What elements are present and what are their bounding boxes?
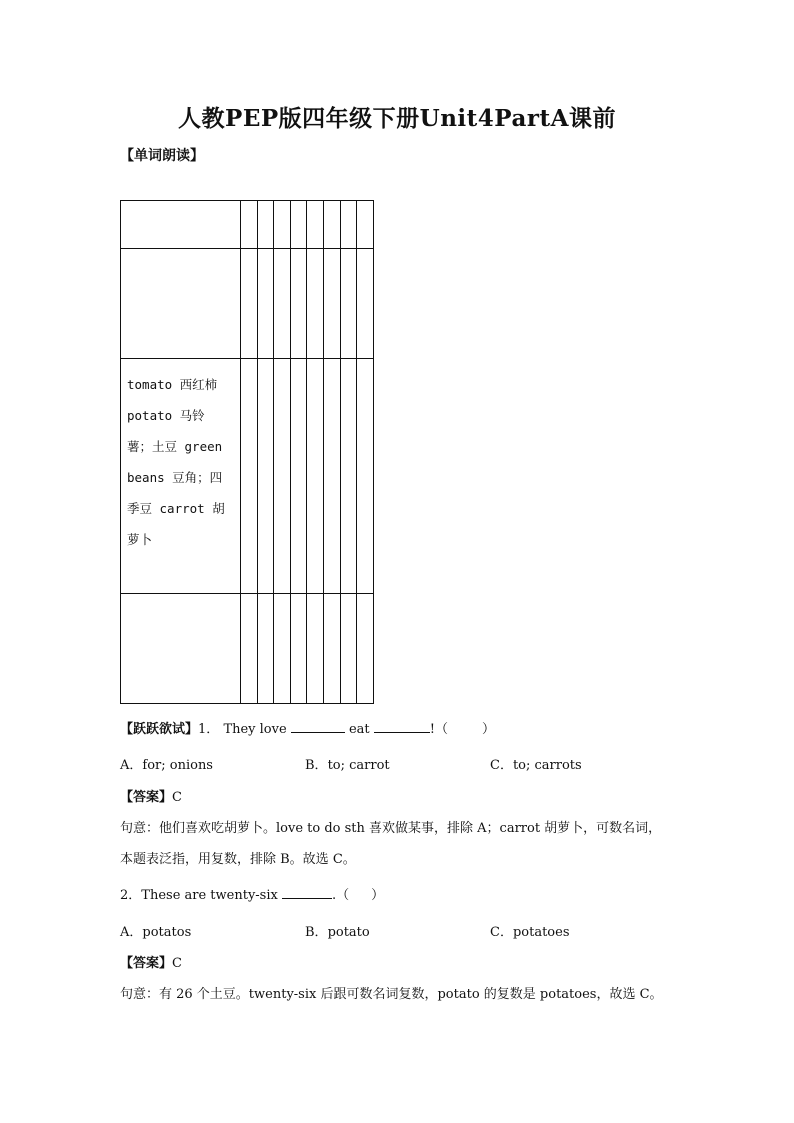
explanation-2-line-1: 句意：有 26 个土豆。twenty-six 后跟可数名词复数，potato 的复数是 potatoes，故选 C。	[120, 987, 663, 1002]
question-1	[120, 718, 495, 737]
answer-blank	[374, 720, 430, 733]
vocab-line: beans 豆角；四	[127, 470, 223, 485]
question-text: ）	[482, 722, 496, 737]
option-letter: B．	[305, 925, 328, 940]
answer-1	[120, 786, 182, 805]
option-text: potato	[327, 925, 370, 940]
answer-2	[120, 952, 182, 971]
question-text: These are twenty-six	[141, 888, 278, 903]
option-text: to; carrot	[327, 758, 390, 773]
page-title: 人教PEP版四年级下册Unit4PartA课前	[178, 105, 616, 132]
option-c	[490, 921, 570, 940]
option-letter: C．	[490, 758, 513, 773]
vocab-line: 薯；土豆 green	[127, 439, 223, 454]
question-number: 2．	[120, 888, 142, 903]
table-row	[121, 359, 374, 594]
option-letter: C．	[490, 925, 513, 940]
answer-label: 【答案】	[120, 956, 173, 971]
section-heading-words: 【单词朗读】	[120, 148, 204, 164]
vocab-line: tomato 西红柿	[127, 377, 218, 392]
answer-label: 【答案】	[120, 790, 173, 805]
question-text: !（	[429, 722, 449, 737]
table-cell	[121, 249, 241, 359]
option-a	[120, 754, 213, 773]
question-2	[120, 884, 384, 903]
answer-blank	[291, 720, 345, 733]
option-letter: B．	[305, 758, 328, 773]
question-number: 1．	[198, 722, 220, 737]
table-row	[121, 594, 374, 704]
vocab-line: 萝卜	[127, 532, 153, 547]
option-c	[490, 754, 582, 773]
answer-blank	[282, 886, 332, 899]
table-row	[121, 201, 374, 249]
option-letter: A．	[120, 925, 143, 940]
question-text: .（	[332, 888, 350, 903]
option-b	[305, 921, 370, 940]
vocab-line: potato 马铃	[127, 408, 205, 423]
option-letter: A．	[120, 758, 143, 773]
explanation-1-line-1: 句意：他们喜欢吃胡萝卜。love to do sth 喜欢做某事，排除 A；carrot 胡萝卜，可数名词，	[120, 821, 662, 836]
answer-value: C	[172, 956, 182, 971]
option-text: potatos	[142, 925, 192, 940]
vocab-text	[121, 359, 240, 555]
question-text: eat	[348, 722, 370, 737]
table-cell	[121, 594, 241, 704]
explanation-1-line-2: 本题表泛指，用复数，排除 B。故选 C。	[120, 852, 356, 867]
table-row	[121, 249, 374, 359]
option-b	[305, 754, 390, 773]
vocab-cell	[121, 359, 241, 594]
question-text: They love	[223, 722, 287, 737]
option-text: for; onions	[142, 758, 213, 773]
vocab-table	[120, 200, 374, 704]
table-cell	[121, 201, 241, 249]
option-a	[120, 921, 191, 940]
option-text: potatoes	[512, 925, 570, 940]
answer-value: C	[172, 790, 182, 805]
section-heading-try: 【跃跃欲试】	[120, 722, 199, 737]
option-text: to; carrots	[512, 758, 582, 773]
vocab-line: 季豆 carrot 胡	[127, 501, 225, 516]
question-text: ）	[371, 888, 385, 903]
